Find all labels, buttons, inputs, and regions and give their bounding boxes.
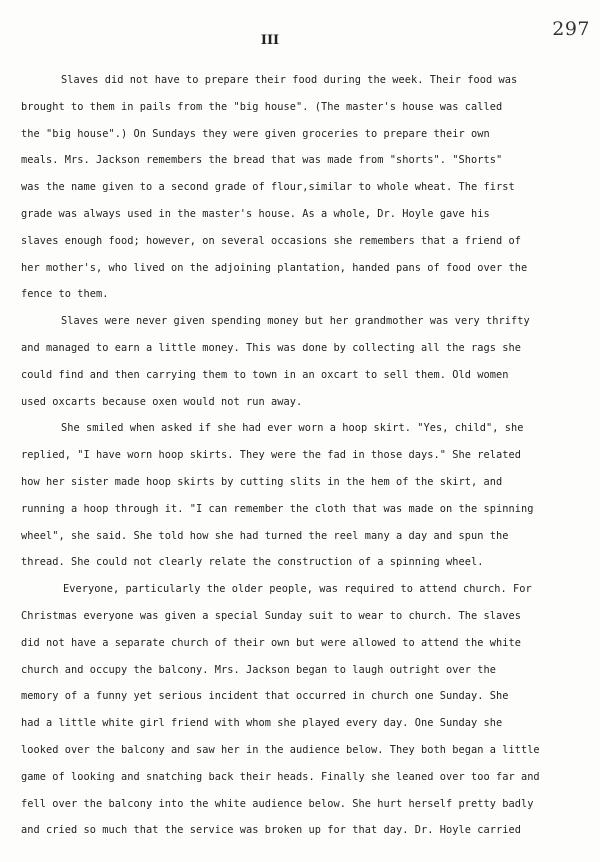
text-line: her mother's, who lived on the adjoining plantation, handed pans of food over the bbox=[21, 261, 528, 274]
text-line: replied, "I have worn hoop skirts. They were the fad in those days." She related bbox=[21, 449, 521, 462]
text-line: slaves enough food; however, on several occasions she remembers that a friend of bbox=[21, 234, 521, 247]
text-line: could find and then carrying them to town in an oxcart to sell them. Old women bbox=[21, 368, 509, 381]
text-line: Christmas everyone was given a special Sunday suit to wear to church. The slaves bbox=[21, 609, 521, 622]
text-line: She smiled when asked if she had ever worn a hoop skirt. "Yes, child", she bbox=[61, 422, 524, 435]
text-line: wheel", she said. She told how she had turned the reel many a day and spun the bbox=[21, 529, 509, 542]
text-line: had a little white girl friend with whom she played every day. One Sunday she bbox=[21, 717, 503, 730]
text-line: meals. Mrs. Jackson remembers the bread that was made from "shorts". "Shorts" bbox=[21, 154, 503, 167]
text-line: memory of a funny yet serious incident that occurred in church one Sunday. She bbox=[21, 690, 509, 703]
body-text bbox=[21, 67, 581, 844]
text-line: game of looking and snatching back their heads. Finally she leaned over too far and bbox=[21, 770, 540, 783]
text-line: and managed to earn a little money. This was done by collecting all the rags she bbox=[21, 341, 521, 354]
text-line: fence to them. bbox=[21, 288, 109, 301]
text-line: and cried so much that the service was broken up for that day. Dr. Hoyle carried bbox=[21, 824, 521, 837]
text-line: thread. She could not clearly relate the construction of a spinning wheel. bbox=[21, 556, 484, 569]
text-line: did not have a separate church of their own but were allowed to attend the white bbox=[21, 636, 521, 649]
text-line: used oxcarts because oxen would not run away. bbox=[21, 395, 303, 408]
text-line: Everyone, particularly the older people, was required to attend church. For bbox=[63, 583, 532, 596]
text-line: brought to them in pails from the "big house". (The master's house was called bbox=[21, 100, 503, 113]
text-line: Slaves were never given spending money but her grandmother was very thrifty bbox=[61, 315, 530, 328]
text-line: Slaves did not have to prepare their food during the week. Their food was bbox=[61, 74, 518, 86]
text-line: how her sister made hoop skirts by cutting slits in the hem of the skirt, and bbox=[21, 475, 503, 488]
text-line: church and occupy the balcony. Mrs. Jackson began to laugh outright over the bbox=[21, 663, 496, 676]
text-line: running a hoop through it. "I can remember the cloth that was made on the spinning bbox=[21, 502, 534, 515]
text-line: grade was always used in the master's house. As a whole, Dr. Hoyle gave his bbox=[21, 207, 490, 220]
text-line: looked over the balcony and saw her in the audience below. They both began a little bbox=[21, 743, 540, 756]
page-number: 297 bbox=[552, 18, 590, 40]
section-heading: III bbox=[260, 33, 280, 48]
text-line: fell over the balcony into the white audience below. She hurt herself pretty badly bbox=[21, 797, 534, 810]
text-line: was the name given to a second grade of flour,similar to whole wheat. The first bbox=[21, 181, 515, 194]
text-line: the "big house".) On Sundays they were given groceries to prepare their own bbox=[21, 127, 490, 140]
